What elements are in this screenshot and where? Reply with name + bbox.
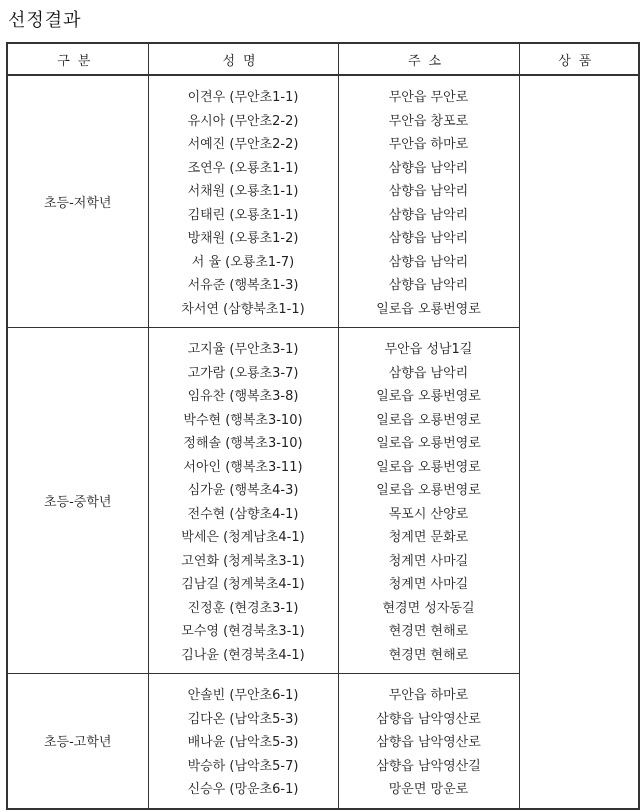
- table-row: [7, 75, 639, 110]
- results-body: [7, 75, 639, 809]
- grade-cell: 초등-저학년: [7, 75, 148, 328]
- header-name: 성명: [148, 43, 338, 75]
- winner-name: 고지율 (무안초3-1): [148, 328, 338, 362]
- winner-address: 삼향읍 남악영산길: [338, 755, 519, 779]
- winner-name: 조연우 (오룡초1-1): [148, 157, 338, 181]
- header-address: 주소: [338, 43, 519, 75]
- winner-address: 삼향읍 남악리: [338, 180, 519, 204]
- winner-address: 삼향읍 남악리: [338, 251, 519, 275]
- winner-address: 무안읍 성남1길: [338, 328, 519, 362]
- winner-name: 정해솔 (행복초3-10): [148, 432, 338, 456]
- winner-name: 고연화 (청계북초3-1): [148, 550, 338, 574]
- winner-name: 김남길 (청계북초4-1): [148, 573, 338, 597]
- winner-address: 일로읍 오룡번영로: [338, 479, 519, 503]
- winner-name: 서예진 (무안초2-2): [148, 133, 338, 157]
- winner-address: 삼향읍 남악리: [338, 274, 519, 298]
- winner-name: 김다온 (남악초5-3): [148, 708, 338, 732]
- winner-address: 무안읍 창포로: [338, 110, 519, 134]
- winner-address: 현경면 성자동길: [338, 597, 519, 621]
- winner-address: 삼향읍 남악리: [338, 227, 519, 251]
- winner-name: 임유찬 (행복초3-8): [148, 385, 338, 409]
- winner-address: 삼향읍 남악영산로: [338, 731, 519, 755]
- header-category: 구분: [7, 43, 148, 75]
- winner-address: 청계면 문화로: [338, 526, 519, 550]
- winner-address: 일로읍 오룡번영로: [338, 298, 519, 328]
- winner-address: 삼향읍 남악리: [338, 362, 519, 386]
- results-table: [6, 42, 640, 810]
- winner-name: 유시아 (무안초2-2): [148, 110, 338, 134]
- winner-name: 김나윤 (현경북초4-1): [148, 644, 338, 674]
- winner-address: 무안읍 무안로: [338, 75, 519, 110]
- winner-name: 모수영 (현경북초3-1): [148, 620, 338, 644]
- winner-address: 무안읍 하마로: [338, 133, 519, 157]
- winner-address: 일로읍 오룡번영로: [338, 385, 519, 409]
- winner-address: 목포시 산양로: [338, 503, 519, 527]
- winner-address: 일로읍 오룡번영로: [338, 432, 519, 456]
- winner-address: 청계면 사마길: [338, 573, 519, 597]
- winner-name: 서채원 (오룡초1-1): [148, 180, 338, 204]
- winner-name: 박세은 (청계남초4-1): [148, 526, 338, 550]
- winner-name: 이견우 (무안초1-1): [148, 75, 338, 110]
- winner-name: 안솔빈 (무안초6-1): [148, 674, 338, 708]
- winner-name: 심가윤 (행복초4-3): [148, 479, 338, 503]
- winner-name: 배나윤 (남악초5-3): [148, 731, 338, 755]
- winner-name: 박수현 (행복초3-10): [148, 409, 338, 433]
- header-row: [7, 43, 639, 75]
- winner-name: 차서연 (삼향북초1-1): [148, 298, 338, 328]
- winner-name: 김태린 (오룡초1-1): [148, 204, 338, 228]
- grade-cell: 초등-고학년: [7, 674, 148, 809]
- winner-address: 일로읍 오룡번영로: [338, 409, 519, 433]
- winner-name: 서유준 (행복초1-3): [148, 274, 338, 298]
- winner-name: 진정훈 (현경초3-1): [148, 597, 338, 621]
- winner-address: 현경면 현해로: [338, 644, 519, 674]
- winner-address: 삼향읍 남악리: [338, 204, 519, 228]
- winner-address: 삼향읍 남악리: [338, 157, 519, 181]
- winner-name: 박승하 (남악초5-7): [148, 755, 338, 779]
- winner-name: 신승우 (망운초6-1): [148, 778, 338, 809]
- page-title: 선정결과: [8, 10, 82, 31]
- winner-address: 무안읍 하마로: [338, 674, 519, 708]
- winner-name: 서 율 (오룡초1-7): [148, 251, 338, 275]
- winner-address: 일로읍 오룡번영로: [338, 456, 519, 480]
- winner-address: 청계면 사마길: [338, 550, 519, 574]
- prize-cell: [519, 75, 639, 809]
- winner-address: 망운면 망운로: [338, 778, 519, 809]
- header-prize: 상품: [519, 43, 639, 75]
- winner-name: 고가람 (오룡초3-7): [148, 362, 338, 386]
- winner-name: 방채원 (오룡초1-2): [148, 227, 338, 251]
- grade-cell: 초등-중학년: [7, 328, 148, 674]
- winner-address: 삼향읍 남악영산로: [338, 708, 519, 732]
- winner-address: 현경면 현해로: [338, 620, 519, 644]
- winner-name: 서아인 (행복초3-11): [148, 456, 338, 480]
- winner-name: 전수현 (삼향초4-1): [148, 503, 338, 527]
